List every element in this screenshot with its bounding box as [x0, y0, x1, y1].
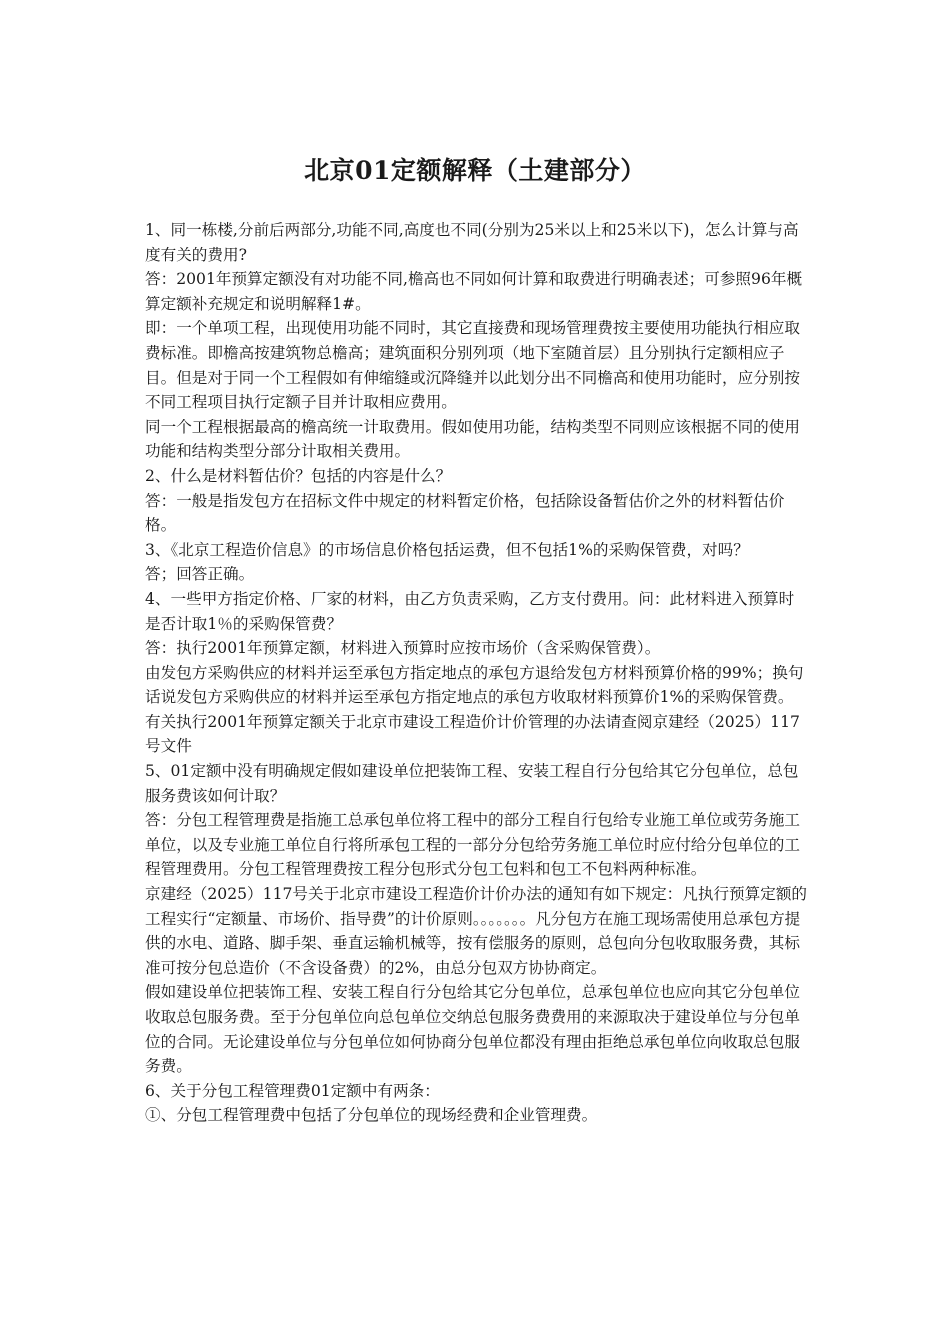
paragraph: 同一个工程根据最高的檐高统一计取费用。假如使用功能，结构类型不同则应该根据不同的使用功能和结构类型分部分计取相关费用。 [145, 417, 800, 461]
paragraph: 答；回答正确。 [145, 565, 255, 584]
document-body [145, 218, 807, 1128]
paragraph: 2、什么是材料暂估价？包括的内容是什么？ [145, 466, 452, 485]
paragraph: 答：2001年预算定额没有对功能不同,檐高也不同如何计算和取费进行明确表述；可参照96年概算定额补充规定和说明解释1#。 [145, 270, 803, 313]
paragraph: 即：一个单项工程，出现使用功能不同时，其它直接费和现场管理费按主要使用功能执行相应取费标准。即檐高按建筑物总檐高；建筑面积分别列项（地下室随首层）且分别执行定额相应子目。但是对于同一个工程假如有伸缩缝或沉降缝并以此划分出不同檐高和使用功能时，应分别按不同工程项目执行定额子目并计取相应费用。 [145, 319, 800, 412]
paragraph: ①、分包工程管理费中包括了分包单位的现场经费和企业管理费。 [145, 1106, 598, 1125]
paragraph: 答：分包工程管理费是指施工总承包单位将工程中的部分工程自行包给专业施工单位或劳务施工单位，以及专业施工单位自行将所承包工程的一部分分包给劳务施工单位时应付给分包单位的工程管理费用。分包工程管理费按工程分包形式分包工包料和包工不包料两种标准。 [145, 811, 800, 879]
document-title: 北京01定额解释（土建部分） [304, 156, 646, 185]
paragraph: 由发包方采购供应的材料并运至承包方指定地点的承包方退给发包方材料预算价格的99%；换句话说发包方采购供应的材料并运至承包方指定地点的承包方收取材料预算价1%的采购保管费。 [145, 663, 804, 707]
paragraph: 4、一些甲方指定价格、厂家的材料，由乙方负责采购，乙方支付费用。问：此材料进入预算时是否计取1％的采购保管费？ [145, 589, 795, 633]
paragraph: 假如建设单位把装饰工程、安装工程自行分包给其它分包单位，总承包单位也应向其它分包单位收取总包服务费。至于分包单位向总包单位交纳总包服务费费用的来源取决于建设单位与分包单位的合同。无论建设单位与分包单位如何协商分包单位都没有理由拒绝总承包单位向收取总包服务费。 [145, 983, 800, 1076]
paragraph: 答：执行2001年预算定额，材料进入预算时应按市场价（含采购保管费）。 [145, 639, 661, 658]
paragraph: 京建经（2025）117号关于北京市建设工程造价计价办法的通知有如下规定：凡执行预算定额的工程实行“定额量、市场价、指导费”的计价原则。。。。。。。凡分包方在施工现场需使用总承包方提供的水电、道路、脚手架、垂直运输机械等，按有偿服务的原则，总包向分包收取服务费，其标准可按分包总造价（不含设备费）的2%，由总分包双方协协商定。 [145, 885, 808, 977]
paragraph: 答：一般是指发包方在招标文件中规定的材料暂定价格，包括除设备暂估价之外的材料暂估价格。 [145, 491, 785, 535]
paragraph: 1、同一栋楼,分前后两部分,功能不同,高度也不同(分别为25米以上和25米以下)，怎么计算与高度有关的费用? [145, 221, 799, 264]
paragraph: 3、《北京工程造价信息》的市场信息价格包括运费，但不包括1%的采购保管费，对吗？ [145, 540, 749, 559]
paragraph: 6、关于分包工程管理费01定额中有两条： [145, 1081, 440, 1100]
paragraph: 有关执行2001年预算定额关于北京市建设工程造价计价管理的办法请查阅京建经（2025）117号文件 [145, 712, 800, 756]
paragraph: 5、01定额中没有明确规定假如建设单位把装饰工程、安装工程自行分包给其它分包单位，总包服务费该如何计取？ [145, 762, 799, 805]
